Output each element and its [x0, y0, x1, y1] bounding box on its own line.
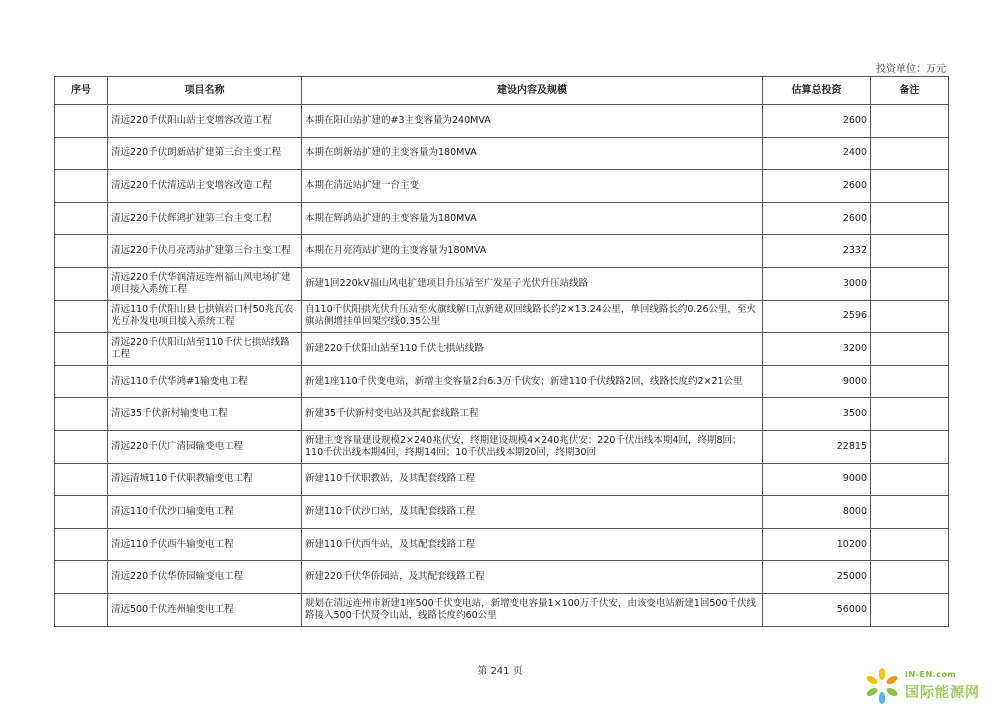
cell-seq	[55, 561, 108, 594]
cell-notes	[871, 300, 949, 333]
cell-project-name: 清远110千伏阳山县七拱镇岩口村50兆瓦农光互补发电项目接入系统工程	[108, 300, 302, 333]
cell-seq	[55, 267, 108, 300]
table-row	[55, 235, 949, 268]
cell-seq	[55, 333, 108, 366]
cell-investment: 2600	[763, 105, 871, 138]
cell-notes	[871, 430, 949, 463]
cell-project-name: 清远220千伏华润清远连州福山风电场扩建项目接入系统工程	[108, 267, 302, 300]
cell-project-name: 清远110千伏西牛输变电工程	[108, 528, 302, 561]
cell-construction-content: 新建110千伏职教站，及其配套线路工程	[302, 463, 763, 496]
page-number: 第 241 页	[477, 666, 523, 677]
cell-project-name: 清远220千伏辉鸿扩建第三台主变工程	[108, 202, 302, 235]
cell-notes	[871, 333, 949, 366]
cell-seq	[55, 202, 108, 235]
cell-project-name: 清远220千伏月亮湾站扩建第三台主变工程	[108, 235, 302, 268]
cell-construction-content: 规划在清远连州市新建1座500千伏变电站，新增变电容量1×100万千伏安，由该变电站新建1回500千伏线路接入500千伏贤令山站，线路长度约60公里	[302, 593, 763, 626]
header-project-name: 项目名称	[108, 77, 302, 105]
cell-investment: 10200	[763, 528, 871, 561]
cell-construction-content: 本期在辉鸿站扩建的主变容量为180MVA	[302, 202, 763, 235]
table-row	[55, 528, 949, 561]
cell-investment: 2600	[763, 202, 871, 235]
table-row	[55, 496, 949, 529]
header-seq: 序号	[55, 77, 108, 105]
cell-project-name: 清远220千伏清远站主变增容改造工程	[108, 170, 302, 203]
cell-seq	[55, 170, 108, 203]
cell-notes	[871, 170, 949, 203]
cell-notes	[871, 365, 949, 398]
cell-construction-content: 本期在清远站扩建一台主变	[302, 170, 763, 203]
table-row	[55, 430, 949, 463]
project-table	[54, 76, 949, 627]
cell-investment: 3500	[763, 398, 871, 431]
table-row	[55, 333, 949, 366]
table-row	[55, 561, 949, 594]
cell-project-name: 清远500千伏连州输变电工程	[108, 593, 302, 626]
cell-notes	[871, 398, 949, 431]
header-construction-content: 建设内容及规模	[302, 77, 763, 105]
cell-investment: 8000	[763, 496, 871, 529]
logo-brand-text: 国际能源网	[905, 685, 980, 701]
header-notes: 备注	[871, 77, 949, 105]
cell-construction-content: 本期在朗新站扩建的主变容量为180MVA	[302, 137, 763, 170]
cell-investment: 25000	[763, 561, 871, 594]
table-row	[55, 463, 949, 496]
table-header-row	[55, 77, 949, 105]
cell-construction-content: 新建110千伏沙口站，及其配套线路工程	[302, 496, 763, 529]
cell-notes	[871, 496, 949, 529]
cell-notes	[871, 593, 949, 626]
cell-construction-content: 新建1座110千伏变电站，新增主变容量2台6.3万千伏安；新建110千伏线路2回，线路长度约2×21公里	[302, 365, 763, 398]
cell-investment: 9000	[763, 365, 871, 398]
cell-seq	[55, 300, 108, 333]
table-row	[55, 300, 949, 333]
cell-investment: 2600	[763, 170, 871, 203]
cell-investment: 22815	[763, 430, 871, 463]
cell-notes	[871, 463, 949, 496]
table-row	[55, 105, 949, 138]
header-estimated-investment: 估算总投资	[763, 77, 871, 105]
cell-investment: 3200	[763, 333, 871, 366]
cell-project-name: 清远110千伏华鸿#1输变电工程	[108, 365, 302, 398]
table-row	[55, 267, 949, 300]
cell-project-name: 清远220千伏阳山站至110千伏七拱站线路工程	[108, 333, 302, 366]
cell-construction-content: 新建220千伏华侨园站，及其配套线路工程	[302, 561, 763, 594]
cell-notes	[871, 267, 949, 300]
cell-investment: 2332	[763, 235, 871, 268]
cell-construction-content: 本期在月亮湾站扩建的主变容量为180MVA	[302, 235, 763, 268]
cell-notes	[871, 202, 949, 235]
cell-construction-content: 新建35千伏新村变电站及其配套线路工程	[302, 398, 763, 431]
cell-seq	[55, 137, 108, 170]
cell-seq	[55, 235, 108, 268]
table-row	[55, 593, 949, 626]
cell-seq	[55, 463, 108, 496]
cell-investment: 2596	[763, 300, 871, 333]
cell-project-name: 清远220千伏朗新站扩建第三台主变工程	[108, 137, 302, 170]
cell-investment: 9000	[763, 463, 871, 496]
cell-construction-content: 本期在阳山站扩建的#3主变容量为240MVA	[302, 105, 763, 138]
table-row	[55, 202, 949, 235]
cell-seq	[55, 528, 108, 561]
cell-investment: 56000	[763, 593, 871, 626]
cell-notes	[871, 105, 949, 138]
cell-seq	[55, 496, 108, 529]
cell-project-name: 清远35千伏新村输变电工程	[108, 398, 302, 431]
logo-domain-text: IN-EN.com	[905, 670, 957, 679]
table-row	[55, 170, 949, 203]
cell-project-name: 清远110千伏沙口输变电工程	[108, 496, 302, 529]
cell-project-name: 清远220千伏广清园输变电工程	[108, 430, 302, 463]
cell-construction-content: 新建1回220kV福山风电扩建项目升压站至广发星子光伏升压站线路	[302, 267, 763, 300]
cell-seq	[55, 430, 108, 463]
cell-construction-content: 新建110千伏西牛站，及其配套线路工程	[302, 528, 763, 561]
cell-notes	[871, 137, 949, 170]
cell-seq	[55, 593, 108, 626]
cell-construction-content: 新建220千伏阳山站至110千伏七拱站线路	[302, 333, 763, 366]
cell-project-name: 清远220千伏阳山站主变增容改造工程	[108, 105, 302, 138]
cell-notes	[871, 528, 949, 561]
cell-construction-content: 新建主变容量建设规模2×240兆伏安，终期建设规模4×240兆伏安；220千伏出线本期4回，终期8回；110千伏出线本期4回，终期14回；10千伏出线本期20回，终期30回	[302, 430, 763, 463]
table-row	[55, 365, 949, 398]
cell-seq	[55, 365, 108, 398]
cell-investment: 3000	[763, 267, 871, 300]
cell-notes	[871, 235, 949, 268]
cell-seq	[55, 398, 108, 431]
investment-unit-label: 投资单位：万元	[876, 64, 946, 75]
cell-project-name: 清远清城110千伏职教输变电工程	[108, 463, 302, 496]
cell-construction-content: 自110千伏阳拱光伏升压站至火旗线解口点新建双回线路长约2×13.24公里，单回线路长约0.26公里，至火旗站侧增挂单回架空线0.35公里	[302, 300, 763, 333]
cell-investment: 2400	[763, 137, 871, 170]
cell-seq	[55, 105, 108, 138]
table-row	[55, 137, 949, 170]
cell-notes	[871, 561, 949, 594]
table-row	[55, 398, 949, 431]
cell-project-name: 清远220千伏华侨园输变电工程	[108, 561, 302, 594]
